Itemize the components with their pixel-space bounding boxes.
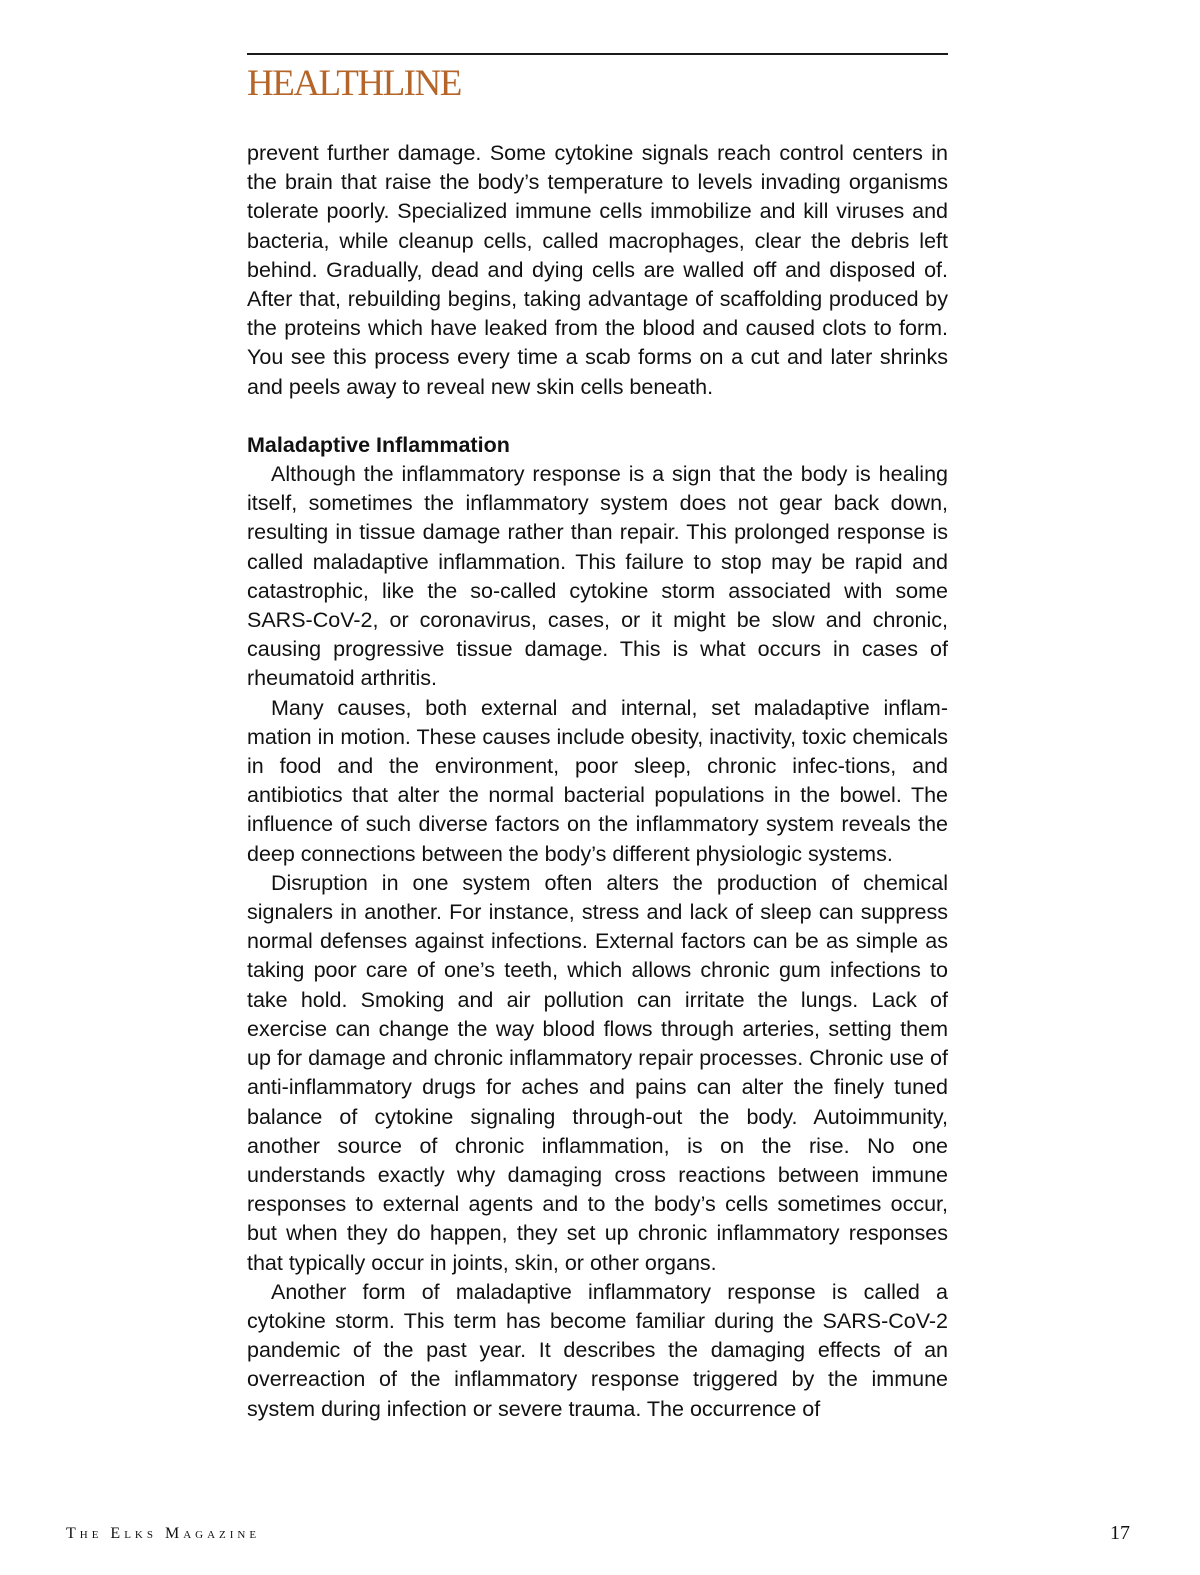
subheading: Maladaptive Inflammation <box>247 432 510 457</box>
section-title: HEALTHLINE <box>247 63 461 104</box>
opening-paragraph: prevent further damage. Some cytokine signals reach control centers in the brain that raise the body’s temperature to levels invading organisms tolerate poorly. Specialized immune cells immobilize and kill viruses and bacteria, while cleanup cells, called macrophages, clear the debris left behind. Gradually, dead and dying cells are walled off and disposed of. After that, rebuilding begins, taking advantage of scaffolding produced by the proteins which have leaked from the blood and caused clots to form. You see this process every time a scab forms on a cut and later shrinks and peels away to reveal new skin cells beneath. <box>247 141 948 399</box>
publication-name: The Elks Magazine <box>66 1525 261 1542</box>
header-rule <box>247 53 948 55</box>
body-paragraph: Although the inflammatory response is a sign that the body is healing itself, sometimes the inflammatory system does not gear back down, resulting in tissue damage rather than repair. This prolonged response is called maladaptive inflammation. This failure to stop may be rapid and catastrophic, like the so-called cytokine storm associated with some SARS-CoV-2, or coronavirus, cases, or it might be slow and chronic, causing progressive tissue damage. This is what occurs in cases of rheumatoid arthritis. <box>247 462 948 691</box>
body-paragraph: Disruption in one system often alters the production of chemical signalers in another. For instance, stress and lack of sleep can suppress normal defenses against infections. External factors can be as simple as taking poor care of one’s teeth, which allows chronic gum infections to take hold. Smoking and air pollution can irritate the lungs. Lack of exercise can change the way blood flows through arteries, setting them up for damage and chronic inflammatory repair processes. Chronic use of anti-inflammatory drugs for aches and pains can alter the finely tuned balance of cytokine signaling through-out the body. Autoimmunity, another source of chronic inflammation, is on the rise. No one understands exactly why damaging cross reactions between immune responses to external agents and to the body’s cells sometimes occur, but when they do happen, they set up chronic inflammatory responses that typically occur in joints, skin, or other organs. <box>247 870 948 1275</box>
body-paragraph: Another form of maladaptive inflammatory response is called a cytokine storm. This term has become familiar during the SARS-CoV-2 pandemic of the past year. It describes the damaging effects of an overreaction of the inflammatory response triggered by the immune system during infection or severe trauma. The occurrence of <box>247 1279 948 1421</box>
page-number: 17 <box>1110 1522 1130 1544</box>
article-body <box>247 139 948 1424</box>
body-paragraph: Many causes, both external and internal, set maladaptive inflam-mation in motion. These causes include obesity, inactivity, toxic chemicals in food and the environment, poor sleep, chronic infec-tions, and antibiotics that alter the normal bacterial populations in the bowel. The influence of such diverse factors on the inflammatory system reveals the deep connections between the body’s different physiologic systems. <box>247 695 948 866</box>
